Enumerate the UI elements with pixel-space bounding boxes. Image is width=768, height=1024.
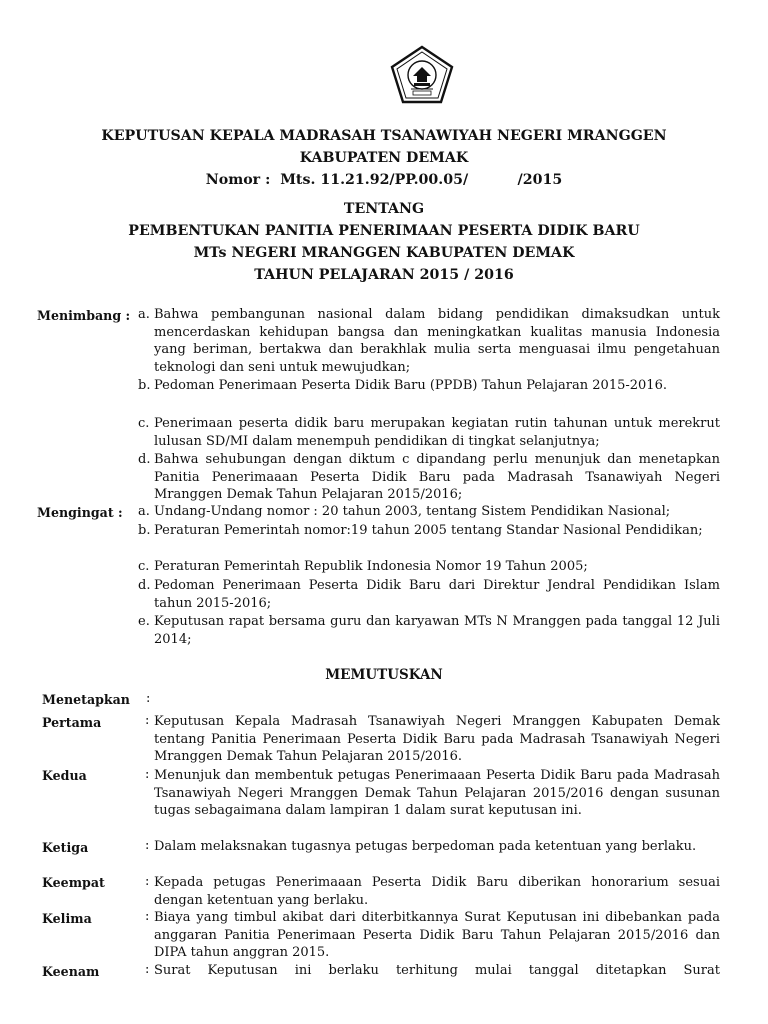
decision-label-ketiga: Ketiga xyxy=(42,840,89,855)
decision-colon: : xyxy=(145,909,150,924)
decision-label-pertama: Pertama xyxy=(42,715,102,730)
menimbang-item-d: Bahwa sehubungan dengan diktum c dipandang perlu menunjuk dan menetapkan Panitia Penerimaaan Peserta Didik Baru pada Madrasah Tsanawiyah Negeri Mranggen Demak Tahun Pelajaran 2015/2016; xyxy=(154,452,720,502)
decree-number: Nomor : Mts. 11.21.92/PP.00.05/ /2015 xyxy=(205,172,563,188)
decision-colon: : xyxy=(145,838,150,853)
header-line1: KEPUTUSAN KEPALA MADRASAH TSANAWIYAH NEGERI MRANGGEN xyxy=(101,128,667,144)
menimbang-item-c: Penerimaan peserta didik baru merupakan kegiatan rutin tahunan untuk merekrut lulusan SD/MI dalam menempuh pendidikan di tingkat selanjutnya; xyxy=(154,416,720,449)
mengingat-marker-d: d. xyxy=(138,578,151,593)
subject-line3: MTs NEGERI MRANGGEN KABUPATEN DEMAK xyxy=(193,245,575,261)
menimbang-item-b: Pedoman Penerimaan Peserta Didik Baru (PPDB) Tahun Pelajaran 2015-2016. xyxy=(154,378,667,393)
menimbang-marker-a: a. xyxy=(138,307,150,322)
menimbang-marker-b: b. xyxy=(138,378,151,393)
decision-text-ketiga: Dalam melaksnakan tugasnya petugas berpedoman pada ketentuan yang berlaku. xyxy=(154,839,697,854)
decision-label-kedua: Kedua xyxy=(42,768,87,783)
mengingat-marker-c: c. xyxy=(138,559,150,574)
subject-line4: TAHUN PELAJARAN 2015 / 2016 xyxy=(254,267,514,283)
decision-text-kedua: Menunjuk dan membentuk petugas Penerimaaan Peserta Didik Baru pada Madrasah Tsanawiyah Negeri Mranggen Demak Tahun Pelajaran 2015/2016 dengan susunan tugas sebagaimana dalam lampiran 1 dalam surat keputusan ini. xyxy=(154,768,720,818)
mengingat-marker-b: b. xyxy=(138,523,151,538)
mengingat-item-b: Peraturan Pemerintah nomor:19 tahun 2005 tentang Standar Nasional Pendidikan; xyxy=(154,523,703,538)
menimbang-marker-c: c. xyxy=(138,416,150,431)
subject-line2: PEMBENTUKAN PANITIA PENERIMAAN PESERTA DIDIK BARU xyxy=(128,223,640,239)
subject-line1: TENTANG xyxy=(343,201,425,217)
decision-text-keempat: Kepada petugas Penerimaaan Peserta Didik Baru diberikan honorarium sesuai dengan ketentuan yang berlaku. xyxy=(154,875,720,908)
menetapkan-label: Menetapkan xyxy=(42,692,130,707)
decision-colon: : xyxy=(145,962,150,977)
mengingat-item-d: Pedoman Penerimaan Peserta Didik Baru dari Direktur Jendral Pendidikan Islam tahun 2015-2016; xyxy=(154,578,720,611)
menimbang-item-a: Bahwa pembangunan nasional dalam bidang pendidikan dimaksudkan untuk mencerdaskan kehidupan bangsa dan meningkatkan kualitas manusia Indonesia yang beriman, bertakwa dan berakhlak mulia serta menguasai ilmu pengetahuan teknologi dan seni untuk mewujudkan; xyxy=(154,307,720,375)
memutuskan-heading: MEMUTUSKAN xyxy=(325,667,443,683)
mengingat-label: Mengingat : xyxy=(37,505,123,520)
decision-label-keenam: Keenam xyxy=(42,964,100,979)
ministry-emblem xyxy=(389,45,455,105)
mengingat-item-e: Keputusan rapat bersama guru dan karyawan MTs N Mranggen pada tanggal 12 Juli 2014; xyxy=(154,614,720,647)
decision-label-kelima: Kelima xyxy=(42,911,92,926)
decision-colon: : xyxy=(145,767,150,782)
mengingat-marker-a: a. xyxy=(138,504,150,519)
decision-text-kelima: Biaya yang timbul akibat dari diterbitkannya Surat Keputusan ini dibebankan pada anggaran Panitia Penerimaan Peserta Didik Baru Tahun Pelajaran 2015/2016 dan DIPA tahun anggran 2015. xyxy=(154,910,720,960)
menimbang-marker-d: d. xyxy=(138,452,151,467)
mengingat-marker-e: e. xyxy=(138,614,150,629)
header-line2: KABUPATEN DEMAK xyxy=(299,150,469,166)
decision-text-pertama: Keputusan Kepala Madrasah Tsanawiyah Negeri Mranggen Kabupaten Demak tentang Panitia Penerimaan Peserta Didik Baru pada Madrasah Tsanawiyah Negeri Mranggen Demak Tahun Pelajaran 2015/2016. xyxy=(154,714,720,764)
mengingat-item-a: Undang-Undang nomor : 20 tahun 2003, tentang Sistem Pendidikan Nasional; xyxy=(154,504,671,519)
decision-colon: : xyxy=(145,713,150,728)
decision-colon: : xyxy=(145,874,150,889)
decree-subject xyxy=(0,198,768,286)
decision-text-keenam: Surat Keputusan ini berlaku terhitung mulai tanggal ditetapkan Surat xyxy=(154,963,720,978)
decree-header xyxy=(0,125,768,191)
menetapkan-colon: : xyxy=(146,691,151,706)
mengingat-item-c: Peraturan Pemerintah Republik Indonesia Nomor 19 Tahun 2005; xyxy=(154,559,588,574)
menimbang-label: Menimbang : xyxy=(37,308,131,323)
decision-label-keempat: Keempat xyxy=(42,875,105,890)
